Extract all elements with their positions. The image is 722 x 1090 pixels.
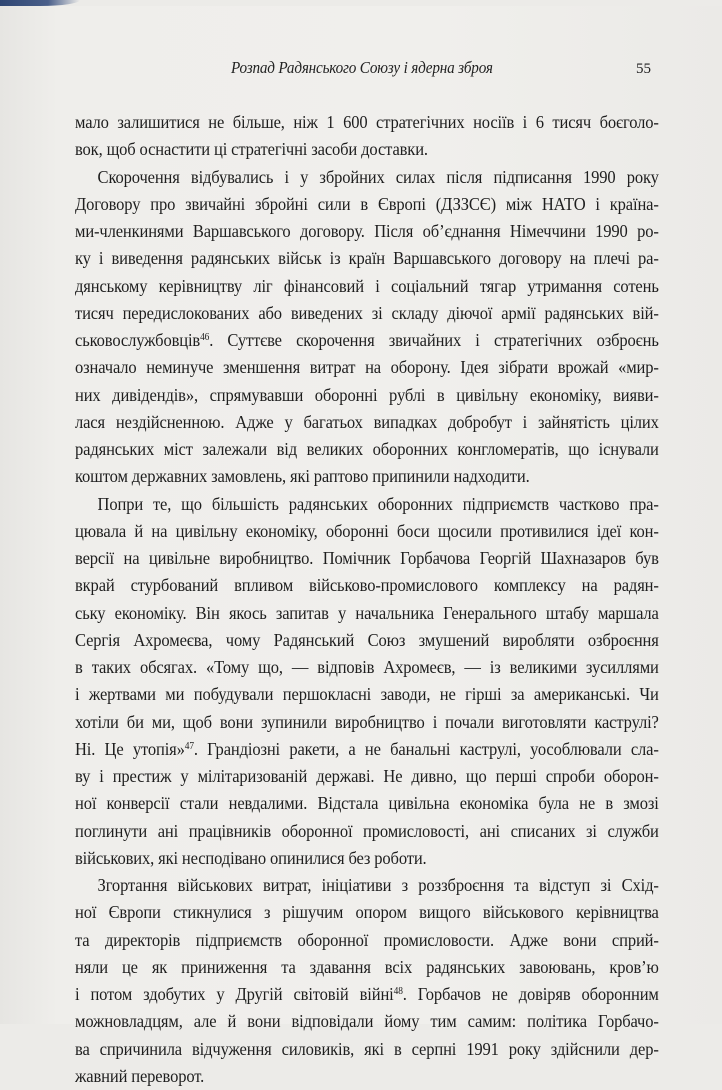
text-line xyxy=(75,136,659,163)
line-text: військових, які несподівано опинилися без роботи. xyxy=(75,847,427,868)
line-text: мало залишитися не більше, ніж 1 600 стратегічних носіїв і 6 тисяч боєголо- xyxy=(75,112,659,132)
running-header xyxy=(0,58,722,82)
line-text: ку і виведення радянських військ із країн Варшавського договору на плечі ра- xyxy=(75,248,659,269)
text-line xyxy=(75,109,659,136)
line-text: ську економіку. Він якось запитав у начальника Генерального штабу маршала xyxy=(75,602,659,623)
line-text: Договору про звичайні збройні сили в Європі (ДЗЗСЄ) між НАТО і країна- xyxy=(75,193,659,214)
line-text: та директорів підприємств оборонної промисловости. Адже вони сприй- xyxy=(75,929,659,950)
page-number: 55 xyxy=(636,61,651,77)
line-text: Згортання військових витрат, ініціативи з роззброєння та відступ зі Схід- xyxy=(97,875,659,895)
line-text: коштом державних замовлень, які раптово припинили надходити. xyxy=(75,466,530,487)
line-text: тисяч передислокованих або виведених зі складу діючої армії радянських вій- xyxy=(75,302,659,323)
text-line xyxy=(75,436,659,463)
line-text: Ні. Це утопія» xyxy=(75,738,185,759)
text-line xyxy=(75,790,659,817)
text-line xyxy=(75,218,659,245)
text-line xyxy=(75,736,659,763)
line-text: в таких обсягах. «Тому що, — відповів Ахромеєв, — із великими зусиллями xyxy=(75,657,659,677)
text-line xyxy=(75,273,659,300)
text-line xyxy=(75,763,659,790)
line-text-continued: . Горбачов не довіряв оборонним xyxy=(402,984,659,1004)
footnote-reference: 47 xyxy=(184,740,194,752)
text-line xyxy=(75,627,659,654)
footnote-reference: 46 xyxy=(200,332,210,343)
line-text: версії на цивільне виробництво. Помічник Горбачова Георгій Шахназаров був xyxy=(75,548,659,568)
line-text: можновладцям, але й вони відповідали йому тим самим: політика Горбачо- xyxy=(75,1011,659,1032)
text-line xyxy=(75,245,659,272)
line-text: дянському керівництву ліг фінансовий і соціальний тягар утримання сотень xyxy=(75,275,659,296)
line-text: вкрай стурбований впливом військово-промислового комплексу на радян- xyxy=(75,575,659,596)
text-line xyxy=(75,600,659,627)
text-line xyxy=(75,327,659,354)
line-text: лася нездійсненною. Адже у багатьох випадках добробут і зайнятість цілих xyxy=(75,411,659,432)
line-text: і потом здобутих у Другій світовій війні xyxy=(75,984,394,1004)
line-text: Скорочення відбувались і у збройних силах після підписання 1990 року xyxy=(97,166,659,187)
line-text: ськовослужбовців xyxy=(75,330,201,350)
line-text: радянських міст залежали від великих оборонних конгломератів, що існували xyxy=(75,439,659,459)
text-line xyxy=(75,681,659,708)
text-line xyxy=(75,518,659,545)
text-line xyxy=(75,981,659,1008)
line-text: цювала й на цивільну економіку, оборонні боси щосили противилися ідеї кон- xyxy=(75,520,659,541)
text-line xyxy=(75,191,659,218)
text-line xyxy=(75,463,659,490)
text-line xyxy=(75,845,659,872)
line-text: вок, щоб оснастити ці стратегічні засоби доставки. xyxy=(75,139,428,160)
line-text: означало неминуче зменшення витрат на оборону. Ідея зібрати врожай «мир- xyxy=(75,357,659,378)
text-line xyxy=(75,899,659,926)
text-line xyxy=(75,572,659,599)
text-line xyxy=(75,1008,659,1035)
text-line xyxy=(75,927,659,954)
line-text: них дивідендів», спрямувавши оборонні рублі в цивільну економіку, вияви- xyxy=(75,384,659,405)
line-text-continued: . Суттєве скорочення звичайних і стратегічних озброєнь xyxy=(209,330,659,350)
text-line xyxy=(75,300,659,327)
line-text: няли це як приниження та здавання всіх радянських завоювань, кров’ю xyxy=(75,956,659,977)
text-line xyxy=(75,382,659,409)
text-line xyxy=(75,1063,659,1090)
body-text xyxy=(75,109,659,1090)
text-line xyxy=(75,1036,659,1063)
line-text: і жертвами ми побудували першокласні заводи, не гірші за американські. Чи xyxy=(75,684,659,705)
text-line xyxy=(75,409,659,436)
line-text: ної конверсії стали невдалими. Відстала цивільна економіка була не в змозі xyxy=(75,793,659,814)
line-text: ву і престиж у мілітаризованій державі. Не дивно, що перші спроби оборон- xyxy=(75,766,659,786)
line-text: ми-членкинями Варшавського договору. Після об’єднання Німеччини 1990 ро- xyxy=(75,221,659,241)
paragraph-first-line xyxy=(75,491,659,518)
line-text: ної Європи стикнулися з рішучим опором вищого військового керівництва xyxy=(75,902,659,923)
paragraph-first-line xyxy=(75,164,659,191)
book-page xyxy=(0,6,722,1086)
footnote-reference: 48 xyxy=(393,986,403,997)
running-title: Розпад Радянського Союзу і ядерна зброя xyxy=(231,58,493,77)
text-line xyxy=(75,654,659,681)
line-text: поглинути ані працівників оборонної промисловості, ані списаних зі служби xyxy=(75,820,659,841)
text-line xyxy=(75,954,659,981)
text-line xyxy=(75,545,659,572)
line-text: Попри те, що більшість радянських оборонних підприємств частково пра- xyxy=(97,493,659,514)
text-line xyxy=(75,709,659,736)
text-line xyxy=(75,818,659,845)
line-text: жавний переворот. xyxy=(75,1065,205,1086)
line-text: хотіли би ми, щоб вони зупинили виробництво і почали виготовляти каструлі? xyxy=(75,711,659,732)
line-text: Сергія Ахромеєва, чому Радянський Союз змушений виробляти озброєння xyxy=(75,629,659,650)
line-text: ва спричинила відчуження силовиків, які в серпні 1991 року здійснили дер- xyxy=(75,1038,659,1059)
paragraph-first-line xyxy=(75,872,659,899)
text-line xyxy=(75,354,659,381)
line-text-continued: . Грандіозні ракети, а не банальні каструлі, уособлювали сла- xyxy=(193,738,659,759)
